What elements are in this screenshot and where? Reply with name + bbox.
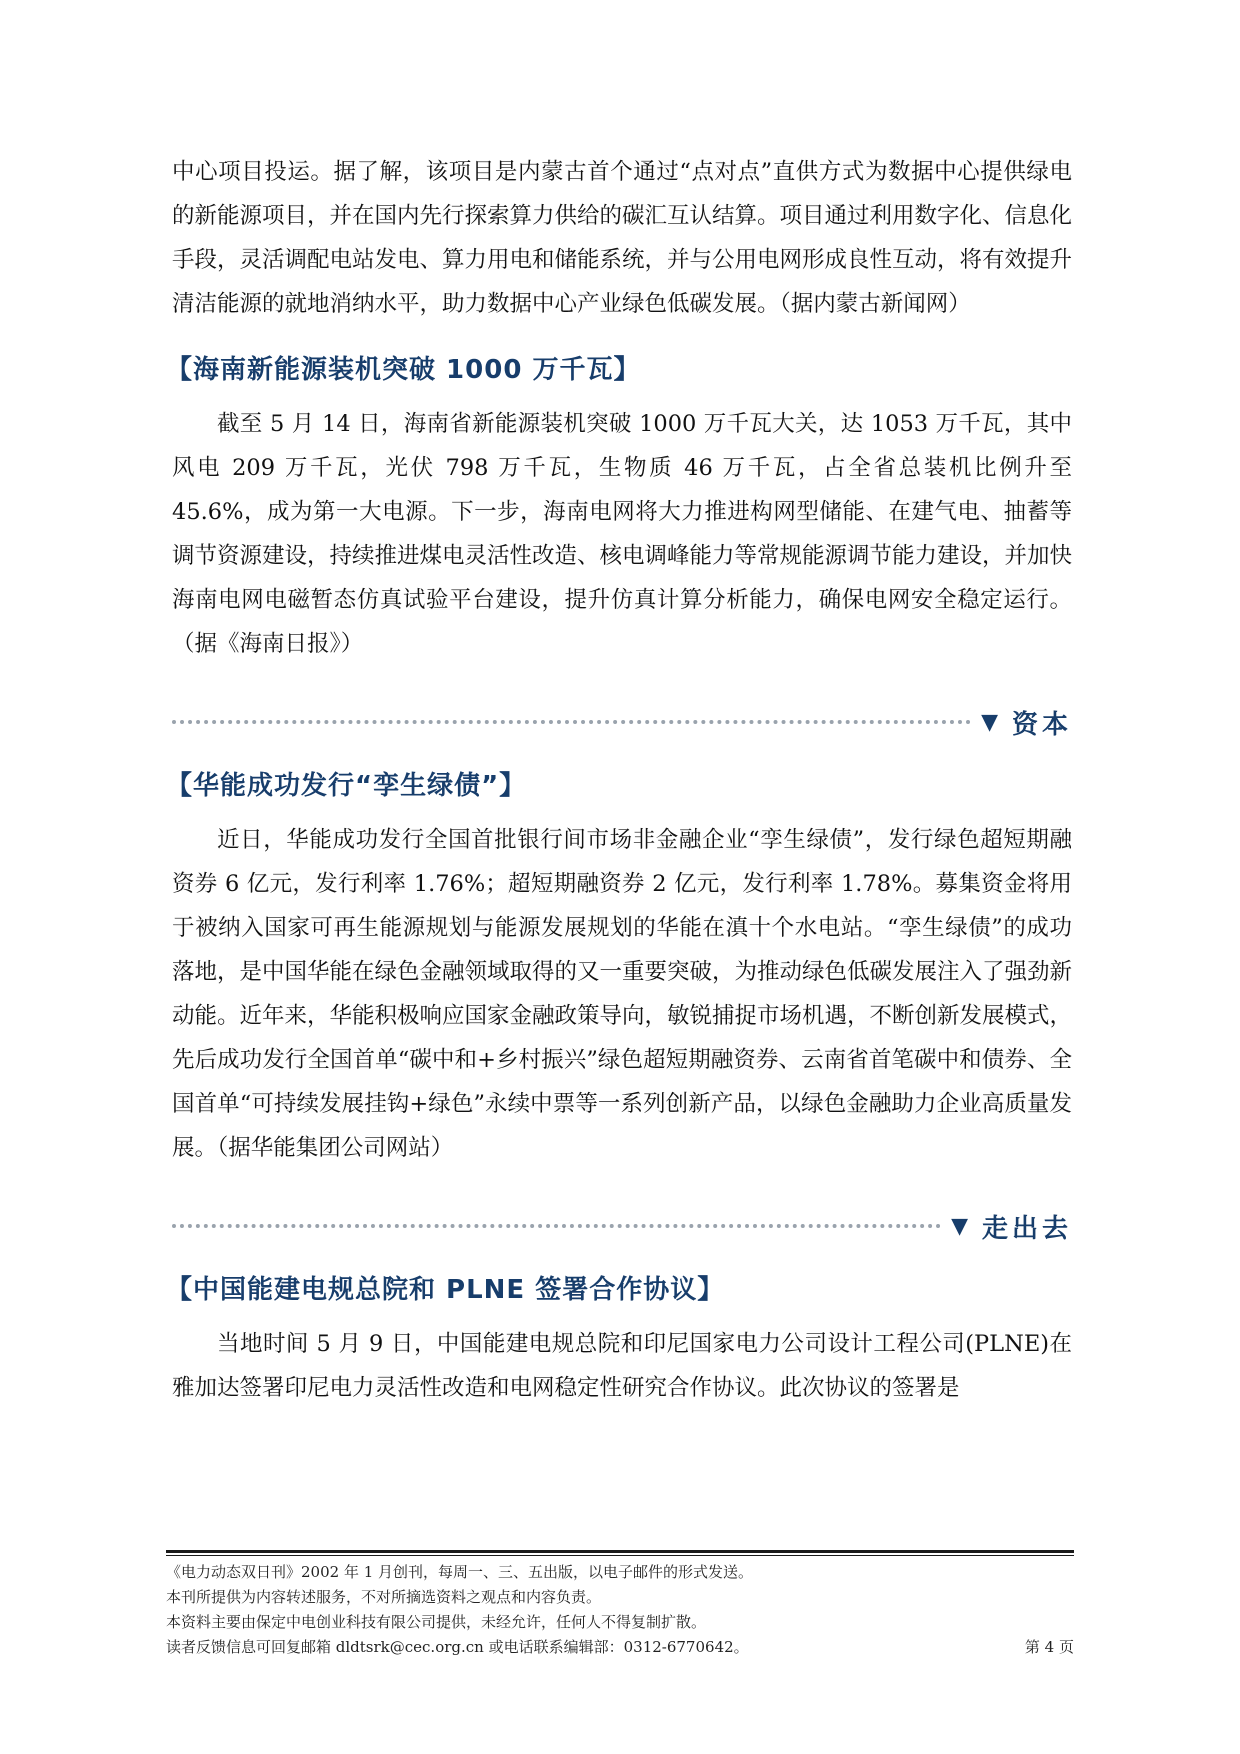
footer-line-1: 《电力动态双日刊》2002 年 1 月创刊，每周一、三、五出版，以电子邮件的形式发送。 (166, 1563, 754, 1581)
article-continued-text: 中心项目投运。据了解，该项目是内蒙古首个通过“点对点”直供方式为数据中心提供绿电的新能源项目，并在国内先行探索算力供给的碳汇互认结算。项目通过利用数字化、信息化手段，灵活调配电站发电、算力用电和储能系统，并与公用电网形成良性互动，将有效提升清洁能源的就地消纳水平，助力数据中心产业绿色低碳发展。（据内蒙古新闻网） (172, 159, 1073, 317)
article-hainan-body: 截至 5 月 14 日，海南省新能源装机突破 1000 万千瓦大关，达 1053 万千瓦，其中风电 209 万千瓦，光伏 798 万千瓦，生物质 46 万千瓦，占全省总装机比例升至 45.6%，成为第一大电源。下一步，海南电网将大力推进构网型储能、在建气电、抽蓄等调节资源建设，持续推进煤电灵活性改造、核电调峰能力等常规能源调节能力建设，并加快海南电网电磁暂态仿真试验平台建设，提升仿真计算分析能力，确保电网安全稳定运行。（据《海南日报》） (172, 411, 1073, 657)
article-plne-body: 当地时间 5 月 9 日，中国能建电规总院和印尼国家电力公司设计工程公司(PLNE)在雅加达签署印尼电力灵活性改造和电网稳定性研究合作协议。此次协议的签署是 (172, 1331, 1072, 1401)
footer-line-2: 本刊所提供为内容转述服务，不对所摘选资料之观点和内容负责。 (166, 1588, 602, 1606)
footer-rule-thick (166, 1550, 1074, 1553)
footer-line-3: 本资料主要由保定中电创业科技有限公司提供，未经允许，任何人不得复制扩散。 (166, 1613, 707, 1631)
headline-hainan: 【海南新能源装机突破 1000 万千瓦】 (166, 355, 641, 385)
article-huaneng-body: 近日，华能成功发行全国首批银行间市场非金融企业“孪生绿债”，发行绿色超短期融资券 6 亿元，发行利率 1.76%；超短期融资券 2 亿元，发行利率 1.78%。募集资金将用于被纳入国家可再生能源规划与能源发展规划的华能在滇十个水电站。“孪生绿债”的成功落地，是中国华能在绿色金融领域取得的又一重要突破，为推动绿色低碳发展注入了强劲新动能。近年来，华能积极响应国家金融政策导向，敏锐捕捉市场机遇，不断创新发展模式，先后成功发行全国首单“碳中和+乡村振兴”绿色超短期融资券、云南省首笔碳中和债券、全国首单“可持续发展挂钩+绿色”永续中票等一系列创新产品，以绿色金融助力企业高质量发展。（据华能集团公司网站） (172, 827, 1073, 1161)
triangle-down-icon: ▼ (951, 1213, 968, 1239)
footer-line-4-row (166, 1635, 1074, 1660)
section-divider-going-out (172, 1206, 1072, 1246)
triangle-down-icon: ▼ (981, 709, 998, 735)
page-footer (166, 1550, 1074, 1660)
page-number: 第 4 页 (1024, 1638, 1074, 1656)
footer-rule-thin (166, 1555, 1074, 1556)
footer-contact-line: 读者反馈信息可回复邮箱 dldtsrk@cec.org.cn 或电话联系编辑部：0312-6770642。 (166, 1638, 749, 1656)
dotted-rule (172, 720, 971, 724)
section-divider-capital (172, 702, 1072, 742)
section-label-capital: 资本 (1011, 709, 1072, 740)
headline-huaneng: 【华能成功发行“孪生绿债”】 (166, 771, 527, 801)
dotted-rule (172, 1224, 941, 1228)
page-content (166, 150, 1073, 1410)
headline-plne: 【中国能建电规总院和 PLNE 签署合作协议】 (166, 1275, 725, 1305)
section-label-going-out: 走出去 (981, 1213, 1072, 1244)
